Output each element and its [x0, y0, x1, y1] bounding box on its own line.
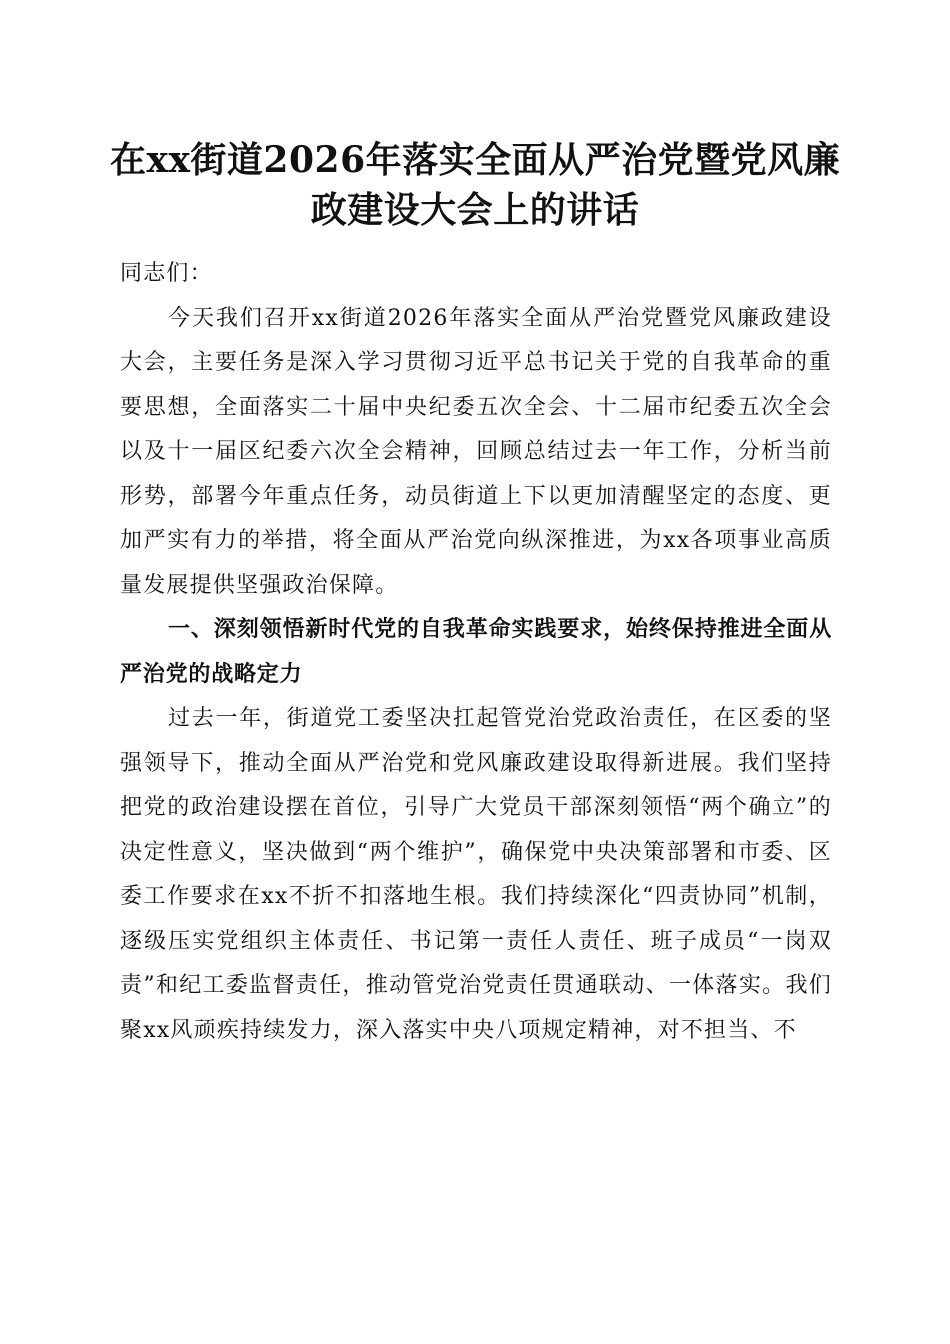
document-body [120, 252, 832, 1053]
document-title [110, 135, 840, 235]
greeting: 同志们： [120, 261, 213, 286]
title-line-1: 在xx街道2026年落实全面从严治党暨党风廉 [110, 139, 841, 181]
section-heading: 一、深刻领悟新时代党的自我革命实践要求，始终保持推进全面从严治党的战略定力 [120, 617, 832, 687]
paragraph-intro: 今天我们召开xx街道2026年落实全面从严治党暨党风廉政建设大会，主要任务是深入学习贯彻习近平总书记关于党的自我革命的重要思想，全面落实二十届中央纪委五次全会、十二届市纪委五次全会以及十一届区纪委六次全会精神，回顾总结过去一年工作，分析当前形势，部署今年重点任务，动员街道上下以更加清醒坚定的态度、更加严实有力的举措，将全面从严治党向纵深推进，为xx各项事业高质量发展提供坚强政治保障。 [120, 305, 832, 598]
paragraph-review: 过去一年，街道党工委坚决扛起管党治党政治责任，在区委的坚强领导下，推动全面从严治党和党风廉政建设取得新进展。我们坚持把党的政治建设摆在首位，引导广大党员干部深刻领悟“两个确立”的决定性意义，坚决做到“两个维护”，确保党中央决策部署和市委、区委工作要求在xx不折不扣落地生根。我们持续深化“四责协同”机制，逐级压实党组织主体责任、书记第一责任人责任、班子成员“一岗双责”和纪工委监督责任，推动管党治党责任贯通联动、一体落实。我们聚xx风顽疾持续发力，深入落实中央八项规定精神，对不担当、不 [120, 706, 832, 1043]
title-line-2: 政建设大会上的讲话 [310, 189, 640, 231]
